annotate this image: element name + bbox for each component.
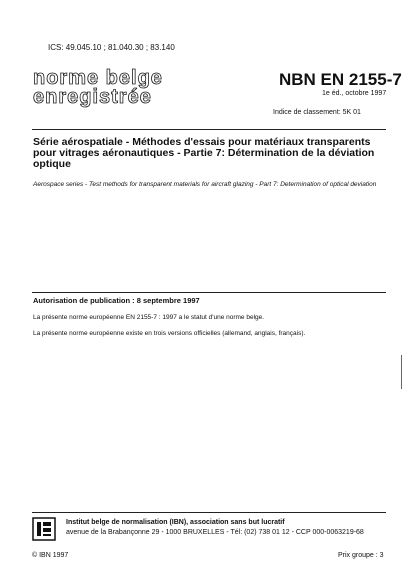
classification-index: Indice de classement: 5K 01 [273,109,361,116]
rule-top [32,129,386,130]
brand-line-2: enregistrée [33,86,152,108]
title-english: Aerospace series - Test methods for transparent materials for aircraft glazing - Part 7: Determination of optical deviation [33,181,377,188]
status-paragraph: La présente norme européenne EN 2155-7 : 1997 a le statut d'une norme belge. [33,314,265,321]
institute-address: avenue de la Brabançonne 29 - 1000 BRUXELLES - Tél: (02) 738 01 12 - CCP 000-0063219-68 [66,529,364,536]
institute-name: Institut belge de normalisation (IBN), association sans but lucratif [66,519,285,526]
edition-date: 1e éd., octobre 1997 [322,90,387,97]
publication-authorization: Autorisation de publication : 8 septembre 1997 [33,296,200,305]
rule-middle [32,292,386,293]
versions-paragraph: La présente norme européenne existe en trois versions officielles (allemand, anglais, français). [33,330,306,337]
ics-codes: ICS: 49.045.10 ; 81.040.30 ; 83.140 [48,43,175,52]
ibn-logo-icon [32,517,56,541]
copyright: © IBN 1997 [32,552,69,559]
brand-line-1: norme belge [33,67,163,89]
rule-bottom [32,512,386,513]
brand-block [33,69,163,107]
title-french: Série aérospatiale - Méthodes d'essais pour matériaux transparents pour vitrages aéronautiques - Partie 7: Détermination de la déviation optique [33,136,375,170]
margin-mark [398,355,405,389]
standard-number: NBN EN 2155-7 [279,70,402,89]
price-group: Prix groupe : 3 [338,552,384,559]
